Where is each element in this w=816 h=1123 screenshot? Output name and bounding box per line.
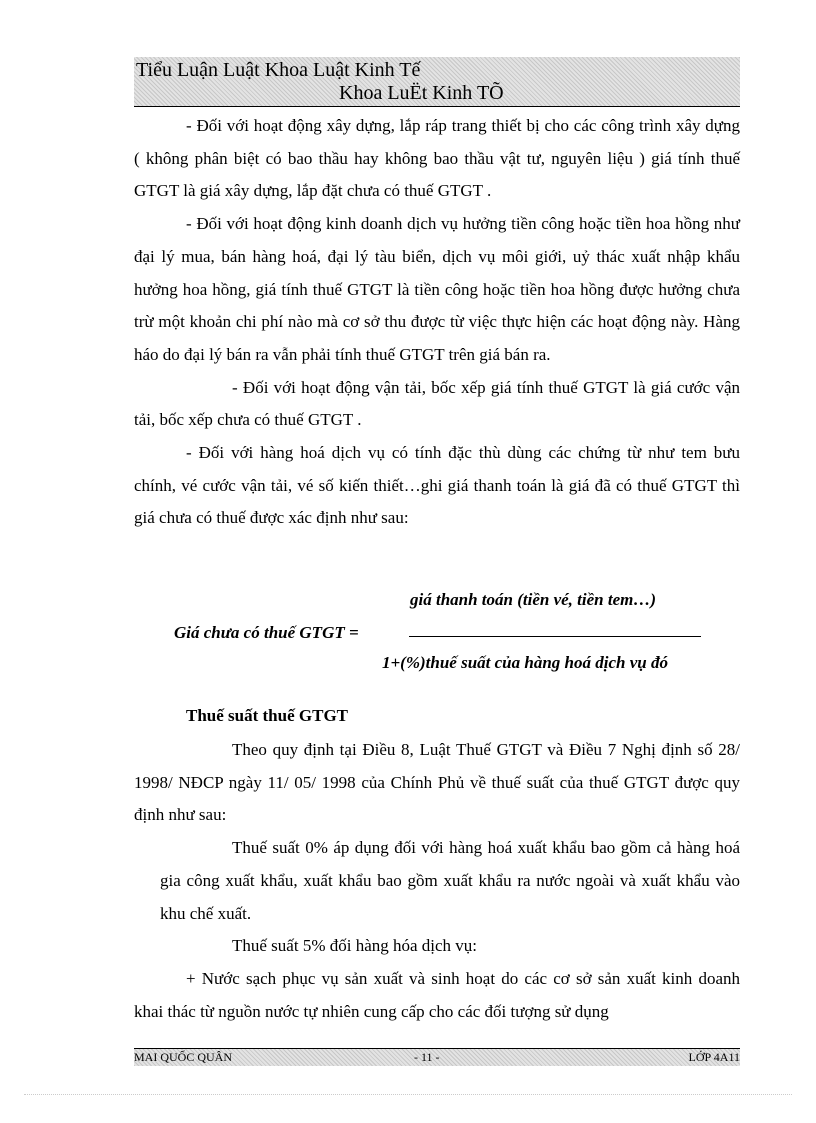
formula-lhs: Giá chưa có thuế GTGT = <box>174 623 359 642</box>
page-header <box>134 57 740 107</box>
fraction-bar <box>409 636 701 637</box>
section-heading: Thuế suất thuế GTGT <box>186 706 349 725</box>
paragraph-construction: - Đối với hoạt động xây dựng, lắp ráp trang thiết bị cho các công trình xây dựng ( không phân biệt có bao thầu hay không bao thầu vật tư, nguyên liệu ) giá tính thuế GTGT là giá xây dựng, lắp đặt chưa có thuế GTGT . <box>134 116 740 201</box>
header-title: Tiểu Luận Luật Khoa Luật Kinh Tế <box>136 59 421 81</box>
footer-class: LỚP 4A11 <box>688 1050 740 1064</box>
paragraph-transport: - Đối với hoạt động vận tải, bốc xếp giá tính thuế GTGT là giá cước vận tải, bốc xếp chưa có thuế GTGT . <box>134 377 740 430</box>
body-text <box>134 110 740 535</box>
paragraph-five-rate: Thuế suất 5% đối hàng hóa dịch vụ: <box>232 936 478 956</box>
paragraph-legal-basis: Theo quy định tại Điều 8, Luật Thuế GTGT và Điều 7 Nghị định số 28/ 1998/ NĐCP ngày 11/ 05/ 1998 của Chính Phủ về thuế suất của thuế GTGT được quy định như sau: <box>134 740 740 825</box>
price-formula <box>134 585 740 685</box>
header-subtitle: Khoa LuËt Kinh TÕ <box>339 82 504 104</box>
footer-author: MAI QUỐC QUÂN <box>134 1050 232 1064</box>
paragraph-clean-water: + Nước sạch phục vụ sản xuất và sinh hoạt do các cơ sở sản xuất kinh doanh khai thác từ nguồn nước tự nhiên cung cấp cho các đối tượng sử dụng <box>134 968 740 1021</box>
formula-denominator: 1+(%)thuế suất của hàng hoá dịch vụ đó <box>382 653 668 672</box>
paragraph-commission: - Đối với hoạt động kinh doanh dịch vụ hưởng tiền công hoặc tiền hoa hồng như đại lý mua, bán hàng hoá, đại lý tàu biển, dịch vụ môi giới, uỷ thác xuất nhập khẩu hưởng hoa hồng, giá tính thuế GTGT là tiền công hoặc tiền hoa hồng được hưởng chưa trừ một khoản chi phí nào mà cơ sở thu được từ việc thực hiện các hoạt động này. Hàng háo do đại lý bán ra vẫn phải tính thuế GTGT trên giá bán ra. <box>134 214 740 364</box>
paragraph-special-goods: - Đối với hàng hoá dịch vụ có tính đặc thù dùng các chứng từ như tem bưu chính, vé cước vận tải, vé số kiến thiết…ghi giá thanh toán là giá đã có thuế GTGT thì giá chưa có thuế được xác định như sau: <box>134 443 740 528</box>
formula-numerator: giá thanh toán (tiền vé, tiền tem…) <box>410 590 657 609</box>
tax-rate-section <box>134 700 740 1028</box>
page-number: - 11 - <box>414 1050 440 1064</box>
page-footer <box>134 1048 740 1066</box>
page-edge-divider <box>24 1094 792 1095</box>
paragraph-zero-rate: Thuế suất 0% áp dụng đối với hàng hoá xuất khẩu bao gồm cả hàng hoá gia công xuất khẩu, xuất khẩu bao gồm xuất khẩu ra nước ngoài và xuất khẩu vào khu chế xuất. <box>160 838 740 923</box>
